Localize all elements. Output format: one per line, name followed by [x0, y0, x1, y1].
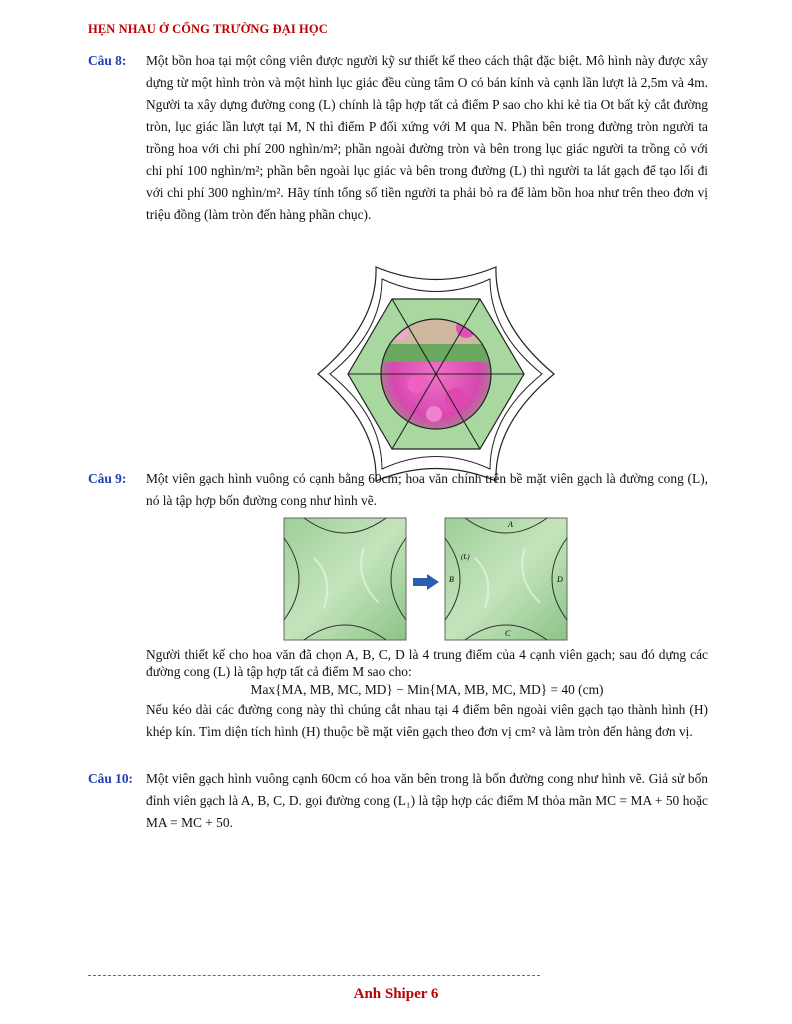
question-10-text: Một viên gạch hình vuông cạnh 60cm có hoa văn bên trong là bốn đường cong như hình vẽ. Giả sử bốn đỉnh viên gạch là A, B, C, D. gọi đường cong (L₁) là tập hợp các điểm M thỏa mãn MC = MA + 50 hoặc MA = MC + 50. [146, 771, 708, 830]
question-10-label: Câu 10: [88, 771, 134, 786]
point-a-label: A [508, 520, 513, 529]
question-8-label: Câu 8: [88, 53, 127, 68]
footer-author: Anh Shiper 6 [353, 986, 439, 1002]
footer-divider [88, 975, 540, 976]
question-9-para2: Người thiết kế cho hoa văn đã chọn A, B, C, D là 4 trung điểm của 4 cạnh viên gạch; sau đó dựng các đường cong (L) là tập hợp tất cả điểm M sao cho: [146, 647, 708, 679]
question-9 [88, 468, 708, 512]
flower-bed-figure [316, 264, 556, 484]
question-8-text: Một bồn hoa tại một công viên được người kỹ sư thiết kế theo cách thật đặc biệt. Mô hình này được xây dựng từ một hình tròn và một hình lục giác đều cùng tâm O có bán kính và cạnh lần lượt là 2,5m và 4m. Người ta xây dựng đường cong (L) chính là tập hợp tất cả điểm P sao cho khi kẻ tia Ot bất kỳ cắt đường tròn, lục giác lần lượt tại M, N thì điểm P đối xứng với M qua N. Phần bên trong đường tròn người ta trồng hoa với chi phí 200 nghìn/m²; phần ngoài đường tròn và bên trong lục giác người ta trồng cỏ với chi phí 100 nghìn/m²; phần bên ngoài lục giác và bên trong đường (L) thì người ta lát gạch để tạo lối đi với chi phí 300 nghìn/m². Hãy tính tổng số tiền người ta phải bỏ ra để làm bồn hoa như trên theo đơn vị triệu đồng (làm tròn đến hàng phần chục). [146, 53, 708, 222]
question-9-cont [88, 646, 708, 743]
curve-l-label: (L) [461, 553, 470, 561]
point-d-label: D [557, 575, 563, 584]
question-9-intro: Một viên gạch hình vuông có cạnh bằng 60cm; hoa văn chính trên bề mặt viên gạch là đường cong (L), nó là tập hợp bốn đường cong như hình vẽ. [146, 471, 708, 508]
tile-figure-labeled [445, 518, 567, 640]
page-header: HẸN NHAU Ở CỔNG TRƯỜNG ĐẠI HỌC [88, 22, 328, 36]
question-10 [88, 768, 708, 834]
question-8 [88, 50, 708, 226]
question-9-label: Câu 9: [88, 471, 127, 486]
point-b-label: B [449, 575, 454, 584]
question-9-para3: Nếu kéo dài các đường cong này thì chúng cắt nhau tại 4 điểm bên ngoài viên gạch tạo thành hình (H) khép kín. Tìm diện tích hình (H) thuộc bề mặt viên gạch theo đơn vị cm² và làm tròn đến hàng đơn vị. [146, 702, 708, 739]
tile-figure-plain [284, 518, 406, 640]
point-c-label: C [505, 629, 511, 638]
arrow-right-icon [413, 574, 439, 590]
question-9-formula: Max{MA, MB, MC, MD} − Min{MA, MB, MC, MD} = 40 (cm) [250, 682, 604, 697]
